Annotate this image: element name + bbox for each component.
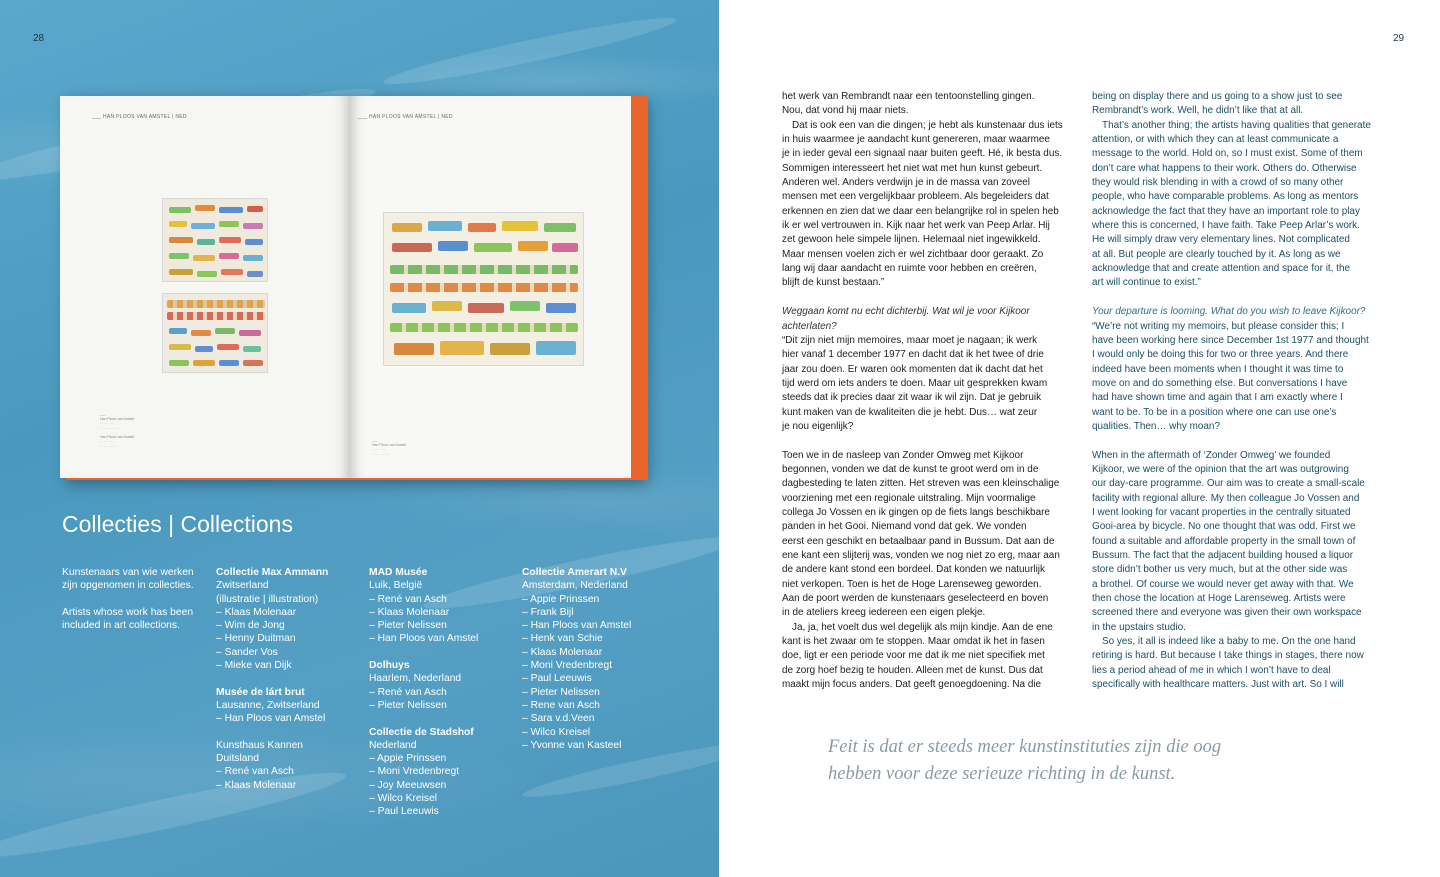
question-line: Your departure is looming. What do you wish to leave Kijkoor?	[1092, 306, 1366, 318]
collections-column-3	[369, 566, 478, 819]
collection-line: – Mieke van Dijk	[216, 660, 292, 672]
collection-line: – Frank Bijl	[522, 606, 574, 618]
text-line: “Dit zijn niet mijn memoires, maar moet je nagaan; ik werk	[782, 334, 1038, 346]
collection-line: – Henk van Schie	[522, 633, 603, 645]
text-line: jaar zou doen. Er waren ook momenten dat ik dacht dat het	[782, 363, 1043, 375]
collection-line: – Wilco Kreisel	[369, 793, 438, 805]
left-page	[0, 0, 719, 877]
text-line: maakt mijn focus anders. Dat geeft genoegdoening. Na die	[782, 679, 1042, 691]
text-line: facility with regional allure. My then colleague Jo Vossen and	[1092, 492, 1360, 504]
text-line: at all. But people are clearly touched by it. As long as we	[1092, 248, 1341, 260]
text-line: in huis waarmee je aandacht kunt genereren, maar waarmee	[782, 134, 1050, 146]
collection-line: Nederland	[369, 739, 417, 751]
artwork-cars-bottom	[162, 293, 268, 373]
text-line: mensen met een vergelijkbaar probleem. Als begeleiders dat	[782, 191, 1049, 203]
collection-line: Haarlem, Nederland	[369, 673, 462, 685]
text-line: hier vanaf 1 december 1977 en dacht dat ik het twee of drie	[782, 349, 1044, 361]
collection-line: – Sara v.d.Veen	[522, 713, 595, 725]
text-line: eerst een geschikt en betaalbaar pand in Bussum. Dat aan de	[782, 535, 1055, 547]
text-line: panden in het Gooi. Niemand vond dat gek. We vonden	[782, 521, 1027, 533]
page-number-right: 29	[1393, 33, 1405, 44]
pull-quote-line: hebben voor deze serieuze richting in de kunst.	[828, 764, 1176, 784]
book-caption-left: ___ Han Ploos van Amstel · · · · · · · · · · · · · · · · Han Ploos van Amstel · · · · · · · · · · · · · · · ·	[100, 412, 135, 449]
english-text-column	[1092, 90, 1374, 692]
text-line: Kijkoor, we were of the opinion that the art was outgrowing	[1092, 463, 1349, 475]
text-line: want to be. To be in a position where one can use one’s	[1092, 406, 1337, 418]
collection-line: (illustratie | illustration)	[216, 593, 319, 605]
text-line: zet gewoon hele simpele lijnen. Helemaal niet ingewikkeld.	[782, 234, 1041, 246]
pull-quote-line: Feit is dat er steeds meer kunstinstituties zijn die oog	[828, 737, 1222, 757]
collection-line: – Pieter Nelissen	[369, 699, 447, 711]
text-line: je in ieder geval een signaal naar buiten geeft. Hé, ik besta dus.	[782, 148, 1063, 160]
text-line: ik er wel vertrouwen in. Kijk naar het werk van Peep Arlar. Hij	[782, 220, 1050, 232]
artwork-cars-top	[162, 198, 268, 282]
collection-line: Amsterdam, Nederland	[522, 580, 628, 592]
text-line: don’t care what happens to their work. Others do. Otherwise	[1092, 162, 1357, 174]
text-line: Bussum. The fact that the adjacent building housed a liquor	[1092, 550, 1354, 561]
text-line: being on display there and us going to a show just to see	[1092, 91, 1343, 102]
text-line: store didn’t bother us very much, but at the other side was	[1092, 564, 1348, 576]
text-line: “We’re not writing my memoirs, but please consider this; I	[1092, 320, 1345, 332]
page-number-left: 28	[33, 33, 45, 44]
text-line: collega Jo Vossen en ik gingen op de fiets langs beschikbare	[782, 506, 1050, 518]
text-line: attention, or with which they can at least communicate a	[1092, 134, 1339, 146]
text-line: When in the aftermath of ‘Zonder Omweg’ we founded	[1092, 449, 1331, 461]
collection-name: Musée de lárt brut	[216, 686, 305, 698]
text-line: a brothel. Of course we would never get away with that. We	[1092, 578, 1354, 590]
text-line: Ja, ja, het voelt dus wel degelijk als mijn kindje. Aan de ene	[792, 621, 1053, 633]
collection-line: – René van Asch	[369, 593, 447, 605]
collection-line: – Pieter Nelissen	[522, 686, 600, 698]
collection-line: – Moni Vredenbregt	[522, 660, 613, 672]
text-line: acknowledge the fact that they have an important role to play	[1092, 205, 1360, 217]
collections-intro	[62, 566, 194, 632]
text-line: screened there and everyone was given their own workspace	[1092, 607, 1362, 619]
collection-line: Luik, België	[369, 580, 423, 592]
book-page-right	[350, 96, 631, 478]
text-line: voorziening met een regionale uitstraling. Mijn voormalige	[782, 492, 1036, 504]
collection-line: – Henny Duitman	[216, 633, 296, 645]
text-line: art will continue to exist.”	[1092, 277, 1201, 289]
book-photo	[60, 96, 648, 480]
intro-line: included in art collections.	[62, 620, 180, 632]
text-line: Anderen wel. Anders verdwijn je in de massa van zoveel	[782, 177, 1031, 189]
collection-name: Collectie Amerart N.V	[522, 567, 627, 578]
collection-line: – Appie Prinssen	[369, 753, 447, 765]
text-line: in the upstairs studio.	[1092, 621, 1186, 633]
text-line: Toen we in de nasleep van Zonder Omweg met Kijkoor	[782, 449, 1024, 461]
text-line: begonnen, vonden we dat de kunst te groot werd om in de	[782, 463, 1039, 475]
text-line: specifically with healthcare matters. Just with art. So I will	[1092, 679, 1344, 691]
text-line: where this is concerned, I have faith. Take Peep Arlar’s work.	[1092, 220, 1360, 232]
collection-name: Dolhuys	[369, 660, 410, 672]
collection-line: Zwitserland	[216, 580, 269, 592]
collection-line: – Pieter Nelissen	[369, 620, 447, 632]
text-line: our day-care programme. Our aim was to create a small-scale	[1092, 478, 1365, 490]
text-line: people, who have comparable problems. As long as mentors	[1092, 191, 1359, 203]
text-line: message to the world. Hold on, so I must exist. Some of them	[1092, 148, 1363, 160]
intro-line: zijn opgenomen in collecties.	[62, 580, 194, 592]
text-line: erkennen en zien dat we daar een belangrijke rol in spelen heb	[782, 205, 1059, 217]
text-line: Gooi-area by bicycle. No one thought that was odd. First we	[1092, 521, 1356, 533]
collection-line: – Rene van Asch	[522, 699, 600, 711]
collection-line: – Wilco Kreisel	[522, 726, 591, 738]
collection-line: – Klaas Molenaar	[216, 779, 297, 791]
text-line: niet verkopen. Toen is het de Hoge Larenseweg geworden.	[782, 578, 1042, 590]
collection-line: – Klaas Molenaar	[522, 646, 603, 658]
collection-name: Collectie de Stadshof	[369, 726, 474, 738]
collection-name: MAD Musée	[369, 567, 428, 578]
text-line: Maar mensen voelen zich er wel zichtbaar door geraakt. Zo	[782, 248, 1044, 260]
collection-name: Kunsthaus Kannen	[216, 739, 304, 751]
collection-line: – Joy Meeuwsen	[369, 779, 447, 791]
collection-line: – Paul Leeuwis	[522, 673, 592, 685]
collection-name: Collectie Max Ammann	[216, 567, 329, 578]
text-line: move on and do something else. But conversations I have	[1092, 377, 1348, 389]
text-line: I went looking for vacant properties in the centrally situated	[1092, 506, 1351, 518]
text-line: found a suitable and affordable property in the small town of	[1092, 535, 1356, 547]
text-line: qualities. Then… why moan?	[1092, 420, 1220, 432]
text-line: ene kant een slijterij was, vonden we nog niet zo erg, maar aan	[782, 550, 1060, 561]
pull-quote	[828, 734, 1348, 788]
collection-line: – Wim de Jong	[216, 620, 285, 632]
book-page-left	[60, 96, 350, 478]
text-line: acknowledge that and create attention and space for it, the	[1092, 263, 1350, 275]
brush-stroke	[381, 9, 679, 93]
collection-line: – Moni Vredenbregt	[369, 766, 460, 778]
text-line: retiring is hard. But because I take things in stages, there now	[1092, 650, 1364, 662]
text-line: Dat is ook een van die dingen; je hebt als kunstenaar dus iets	[792, 119, 1063, 131]
text-line: lies a period ahead of me in which I won’t have to deal	[1092, 664, 1331, 676]
question-line: Weggaan komt nu echt dichterbij. Wat wil je voor Kijkoor	[782, 306, 1030, 318]
collection-line: – Sander Vos	[216, 646, 278, 658]
text-line: had have shown time and again that I am exactly where I	[1092, 392, 1343, 404]
collection-line: – Paul Leeuwis	[369, 806, 439, 818]
text-line: have been working here since December 1st 1977 and thought	[1092, 334, 1369, 346]
collection-line: – René van Asch	[369, 686, 447, 698]
book-caption-right: ___ Han Ploos van Amstel · · · · · · · · · · · · · · · ·	[372, 438, 407, 457]
text-line: de zorg hoef bezig te houden. Alleen met de kunst. Dus dat	[782, 664, 1043, 676]
collections-column-4	[522, 566, 631, 752]
collection-line: – Han Ploos van Amstel	[216, 713, 326, 725]
collection-line: Lausanne, Zwitserland	[216, 699, 320, 711]
text-line: Aan de poort werden de kunstenaars geselecteerd en boven	[782, 593, 1049, 605]
text-line: then chose the location at Hoge Larenseweg. Artists were	[1092, 593, 1346, 605]
text-line: So yes, it all is indeed like a baby to me. On the one hand	[1102, 636, 1356, 648]
text-line: tijd werd om iets anders te doen. Maar uit gesprekken kwam	[782, 377, 1048, 389]
text-line: lang wij daar aandacht en ruimte voor hebben en creëren,	[782, 263, 1037, 275]
text-line: kunt maken van de kwaliteiten die je hebt. Dus… wat zeur	[782, 406, 1038, 418]
book-header-left: ___ HAN PLOOS VAN AMSTEL | NED	[92, 114, 187, 120]
text-line: That’s another thing; the artists having qualities that generate	[1102, 119, 1371, 131]
collection-line: – Klaas Molenaar	[216, 606, 297, 618]
text-line: kant is het zwaar om te stoppen. Maar omdat ik het in fasen	[782, 636, 1045, 648]
question-line: achterlaten?	[782, 320, 837, 332]
text-line: blijft de kunst bestaan.”	[782, 277, 885, 289]
collection-line: – Yvonne van Kasteel	[522, 739, 622, 751]
text-line: Nou, dat vond hij maar niets.	[782, 105, 909, 117]
text-line: je nou eigenlijk?	[782, 420, 854, 432]
text-line: Rembrandt’s work. Well, he didn’t like that at all.	[1092, 105, 1304, 117]
text-line: dagbesteding te laten zitten. Het streven was een kleinschalige	[782, 478, 1060, 490]
text-line: het werk van Rembrandt naar een tentoonstelling gingen.	[782, 91, 1035, 102]
intro-line: Kunstenaars van wie werken	[62, 567, 194, 578]
collections-column-2	[216, 566, 328, 792]
collection-line: – Han Ploos van Amstel	[522, 620, 632, 632]
collection-line: Duitsland	[216, 753, 259, 765]
text-line: He will simply draw very elementary lines. Not complicated	[1092, 234, 1350, 246]
text-line: doe, ligt er een periode voor me dat ik me niet specifiek met	[782, 650, 1045, 662]
collection-line: – Klaas Molenaar	[369, 606, 450, 618]
collection-line: – Appie Prinssen	[522, 593, 600, 605]
collection-line: – René van Asch	[216, 766, 294, 778]
text-line: in de ateliers kreeg iedereen een eigen plekje.	[782, 607, 986, 619]
text-line: I would only be doing this for two or three years. And there	[1092, 349, 1349, 361]
dutch-text-column	[782, 90, 1064, 692]
artwork-cars-large	[383, 212, 584, 366]
text-line: steeds dat ik precies daar zit waar ik wil zijn. Dat je gebruik	[782, 392, 1042, 404]
intro-line: Artists whose work has been	[62, 606, 194, 618]
text-line: Sommigen interesseert het niet wat met hun kunst gebeurt.	[782, 162, 1043, 174]
collection-line: – Han Ploos van Amstel	[369, 633, 479, 645]
text-line: de andere kant stond een bordeel. Dat konden we natuurlijk	[782, 564, 1045, 576]
collections-title: Collecties | Collections	[62, 511, 293, 537]
book-header-right: ___ HAN PLOOS VAN AMSTEL | NED	[358, 114, 453, 120]
text-line: indeed have been moments when I thought it was time to	[1092, 363, 1344, 375]
text-line: they would risk blending in with a crowd of so many other	[1092, 177, 1344, 189]
